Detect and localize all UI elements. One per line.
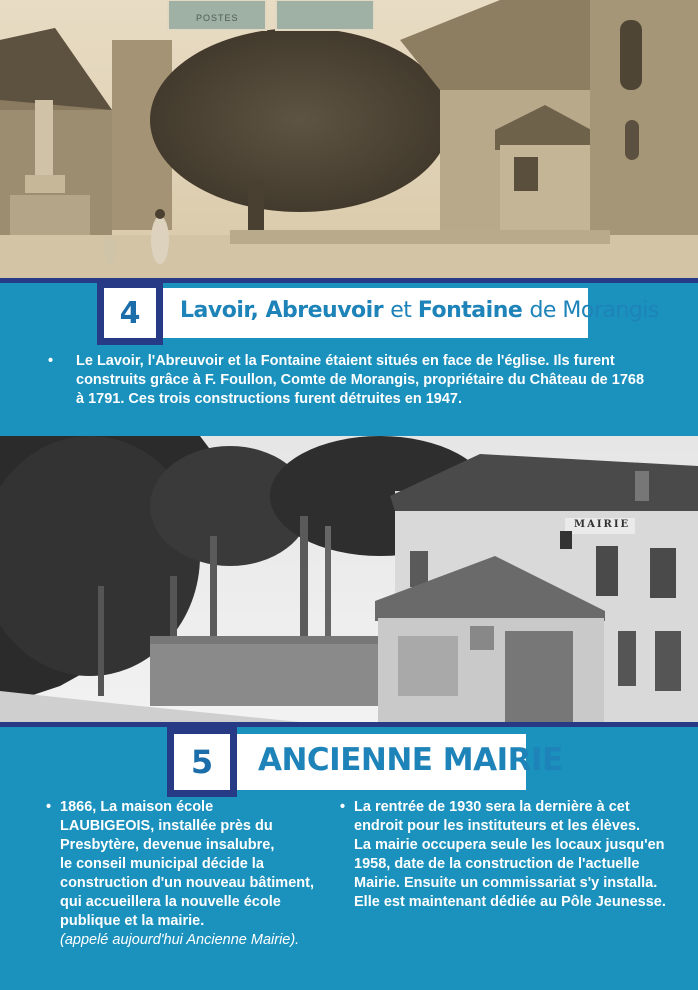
right-column <box>340 798 685 912</box>
title-part: et <box>390 298 418 323</box>
text-line: LAUBIGEOIS, installée près du <box>60 818 273 834</box>
paragraph: Le Lavoir, l'Abreuvoir et la Fontaine étaient situés en face de l'église. Ils furent construits grâce à F. Foullon, Comte de Morangis, propriétaire du Château de 1768 à 1791. Ces trois constructions furent détruites en 1947. <box>76 353 645 407</box>
stamp-label: POSTES <box>196 13 239 23</box>
title-part: de Morangis <box>529 298 659 323</box>
text-line <box>46 798 336 817</box>
section-5-panel <box>0 722 698 990</box>
text-line: La maison école <box>96 799 214 815</box>
text-line: endroit pour les instituteurs et les élèves. <box>354 818 641 834</box>
text-line: 1958, date de la construction de l'actuelle <box>354 856 640 872</box>
text-line: La mairie occupera seule les locaux jusqu'en <box>354 837 665 853</box>
section-number-box <box>97 281 163 345</box>
text-line: Presbytère, devenue insalubre, <box>60 837 275 853</box>
section-number: 5 <box>174 734 230 790</box>
bullet: • <box>46 799 52 815</box>
italic-note: (appelé aujourd'hui Ancienne Mairie). <box>60 932 300 948</box>
mairie-sign: MAIRIE <box>574 519 631 530</box>
divider <box>0 722 698 727</box>
lavoir-photo <box>0 0 698 278</box>
title-part: Fontaine <box>417 298 530 323</box>
text-line <box>340 798 685 817</box>
title-part: Lavoir, Abreuvoir <box>180 298 391 323</box>
text-line: Elle est maintenant dédiée au Pôle Jeunesse. <box>354 894 666 910</box>
text-line: La rentrée de 1930 sera la dernière à cet <box>354 799 630 815</box>
year: 1866, <box>60 799 97 815</box>
left-column <box>46 798 336 950</box>
section-4-text <box>48 352 656 409</box>
mairie-photo <box>0 436 698 722</box>
text-line: publique et la mairie. <box>60 913 205 929</box>
text-line: Mairie. Ensuite un commissariat s'y installa. <box>354 875 658 891</box>
section-number: 4 <box>104 288 156 338</box>
bullet: • <box>340 799 346 815</box>
text-line: qui accueillera la nouvelle école <box>60 894 281 910</box>
section-title: ANCIENNE MAIRIE <box>258 742 563 778</box>
bullet: • <box>48 353 54 369</box>
text-line: construction d'un nouveau bâtiment, <box>60 875 314 891</box>
section-number-box <box>167 727 237 797</box>
text-line: le conseil municipal décide la <box>60 856 264 872</box>
section-4-panel <box>0 278 698 436</box>
section-title <box>180 298 659 323</box>
